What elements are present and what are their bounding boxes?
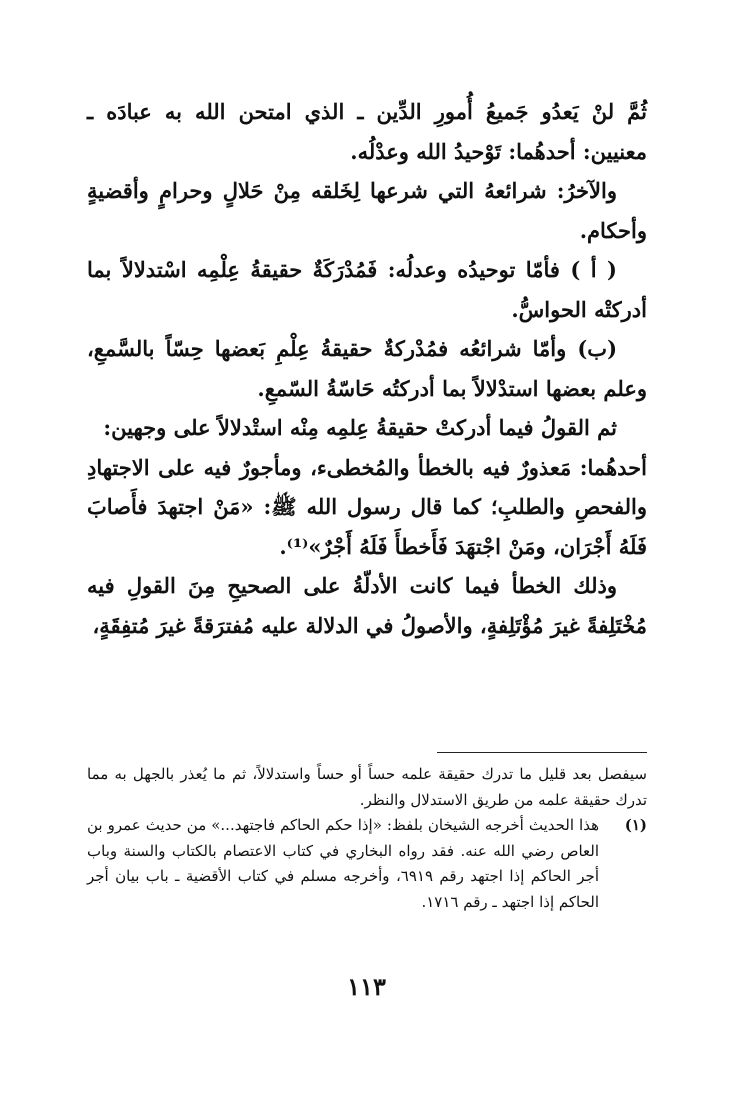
footnote-divider <box>437 752 647 753</box>
footnote-1 <box>87 813 647 915</box>
paragraph-7: وذلك الخطأ فيما كانت الأدلّةُ على الصحيحِ مِنَ القولِ فيه مُخْتَلِفةً غيرَ مُؤْتَلِفةٍ، والأصولُ في الدلالة عليه مُفترَقةً غيرَ مُتفِقَةٍ، <box>87 573 647 638</box>
footnotes <box>87 762 647 915</box>
paragraph-3: ( أ ) فأمّا توحيدُه وعدلُه: فَمُدْرَكَةٌ حقيقةُ عِلْمِه اسْتدلالاً بما أدركتْه الحواسُّ. <box>87 257 647 322</box>
paragraph-2: والآخرُ: شرائعهُ التي شرعها لِخَلقه مِنْ حَلالٍ وحرامٍ وأقضيةٍ وأحكام. <box>87 178 647 243</box>
paragraph-5: ثم القولُ فيما أدركتْ حقيقةُ عِلمِه مِنْه استْدلالاً على وجهين: <box>103 415 617 440</box>
footnote-continuation: سيفصل بعد قليل ما تدرك حقيقة علمه حساً أو حساً واستدلالاً، ثم ما يُعذر بالجهل به مما تدرك حقيقة علمه من طريق الاستدلال والنظر. <box>87 765 647 809</box>
paragraph-4: (ب) وأمّا شرائعُه فمُدْركةٌ حقيقةُ عِلْمِ بَعضها حِسّاً بالسَّمعِ، وعلم بعضها استدْلالاً بما أدركتُه حَاسّةُ السّمعِ. <box>87 336 647 401</box>
footnote-1-number: (١) <box>624 816 647 834</box>
main-text <box>87 92 647 645</box>
paragraph-1: ثُمَّ لنْ يَعدُو جَميعُ أُمورِ الدِّين ـ الذي امتحن الله به عبادَه ـ معنيين: أحدهُما: تَوْحيدُ الله وعدْلُه. <box>87 99 647 164</box>
page-number: ١١٣ <box>347 972 386 1001</box>
footnote-1-text: هذا الحديث أخرجه الشيخان بلفظ: «إذا حكم الحاكم فاجتهد...» من حديث عمرو بن العاص رضي الله عنه. فقد رواه البخاري في كتاب الاعتصام بالكتاب والسنة وباب أجر الحاكم إذا اجتهد رقم ٦٩١٩، وأخرجه مسلم في كتاب الأقضية ـ باب بيان أجر الحاكم إذا اجتهد ـ رقم ١٧١٦. <box>87 816 599 911</box>
paragraph-6: أحدهُما: مَعذورٌ فيه بالخطأ والمُخطىء، ومأجورٌ فيه على الاجتهادِ والفحصِ والطلبِ؛ كما قال رسول الله ﷺ: «مَنْ اجتهدَ فأَصابَ فَلَهُ أَجْرَان، ومَنْ اجْتهَدَ فَأَخطأَ فَلَهُ أَجْرٌ»⁽¹⁾. <box>87 454 647 559</box>
